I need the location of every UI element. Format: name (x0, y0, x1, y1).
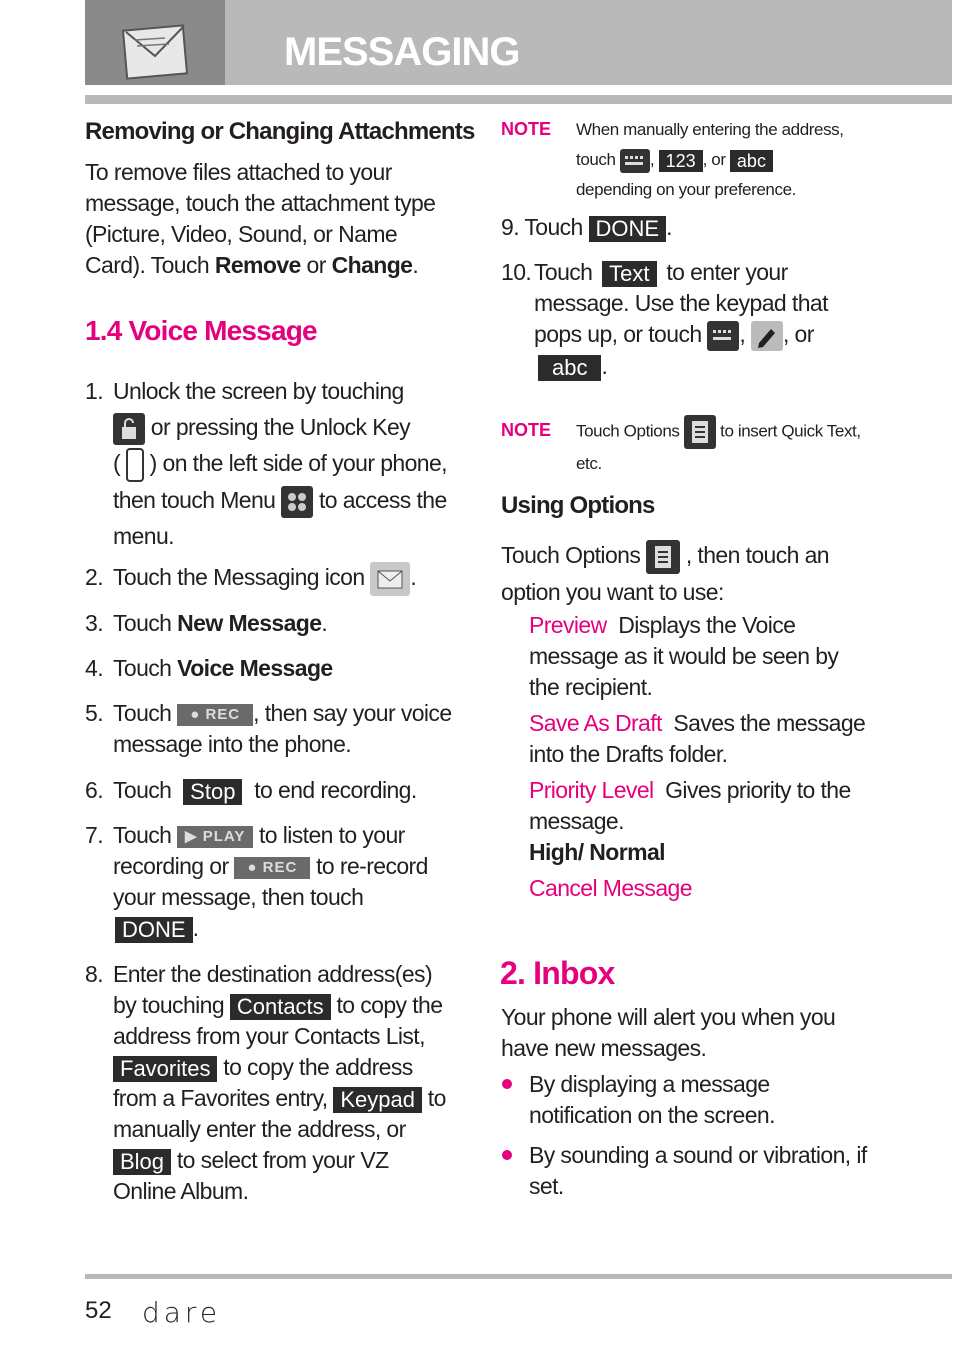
options-icon[interactable] (646, 540, 680, 574)
page-number: 52 (85, 1297, 112, 1324)
note-1: When manually entering the address, touch , 123 , or abc depending on your preference. (576, 120, 844, 199)
keyboard-icon[interactable] (707, 321, 739, 351)
messaging-icon (370, 562, 410, 596)
inbox-heading: 2. Inbox (500, 955, 615, 991)
header-icon-box (85, 0, 225, 85)
abc-button[interactable]: abc (538, 355, 601, 381)
keypad-button[interactable]: Keypad (333, 1087, 422, 1113)
option-priority-level: Priority Level Gives priority to the message. High/ Normal (529, 777, 851, 865)
done-button[interactable]: DONE (589, 216, 667, 242)
bullet-icon (502, 1150, 512, 1160)
option-cancel-message: Cancel Message (529, 875, 692, 901)
inbox-bullet-2: By sounding a sound or vibration, if set. (529, 1142, 867, 1199)
page-title: MESSAGING (284, 30, 520, 74)
keyboard-icon[interactable] (620, 149, 650, 173)
options-heading: Using Options (501, 492, 655, 519)
options-icon[interactable] (684, 415, 716, 449)
step-9: 9. Touch DONE . (501, 214, 672, 241)
footer-divider (85, 1274, 952, 1279)
note-label: NOTE (501, 119, 552, 139)
abc-button[interactable]: abc (730, 150, 773, 172)
bullet-icon (502, 1079, 512, 1089)
option-save-as-draft: Save As Draft Saves the message into the Drafts folder. (529, 710, 866, 767)
step-2: 2. Touch the Messaging icon . (85, 562, 455, 596)
unlock-key-icon (126, 448, 144, 482)
pencil-icon[interactable] (751, 321, 783, 351)
voice-message-heading: 1.4 Voice Message (85, 315, 317, 346)
step-3: 3. Touch New Message. (85, 610, 328, 636)
option-preview: Preview Displays the Voice message as it would be seen by the recipient. (529, 612, 839, 700)
step-6: 6. Touch Stop to end recording. (85, 777, 417, 804)
header-divider (85, 95, 952, 104)
step-7: 7. Touch ▶ PLAY to listen to your recording or ● REC to re-record your message, then touch DONE . (85, 822, 428, 942)
step-10: 10. Touch Text to enter your message. Use the keypad that pops up, or touch , , or abc . (501, 259, 828, 380)
note-label: NOTE (501, 420, 552, 440)
inbox-paragraph: Your phone will alert you when you have new messages. (501, 1004, 836, 1061)
removing-paragraph: To remove files attached to your message, touch the attachment type (Picture, Video, Sound, or Name Card). Touch Remove or Change. (85, 159, 436, 278)
envelope-icon (85, 0, 225, 85)
rec-button[interactable]: ● REC (234, 857, 310, 879)
text-button[interactable]: Text (602, 261, 656, 287)
unlock-icon (113, 413, 145, 445)
contacts-button[interactable]: Contacts (230, 994, 331, 1020)
note-2: Touch Options to insert Quick Text, etc. (576, 415, 866, 479)
favorites-button[interactable]: Favorites (113, 1056, 217, 1082)
blog-button[interactable]: Blog (113, 1149, 171, 1175)
stop-button[interactable]: Stop (183, 779, 242, 805)
done-button[interactable]: DONE (115, 917, 193, 943)
step-8: 8. Enter the destination address(es) by touching Contacts to copy the address from your Contacts List, Favorites to copy the address from a Favorites entry, Keypad to manually enter the address, or Blog to select from your VZ Online Album. (85, 961, 446, 1204)
removing-heading: Removing or Changing Attachments (85, 118, 475, 145)
rec-button[interactable]: ● REC (177, 704, 253, 726)
options-intro: Touch Options , then touch an option you want to use: (501, 537, 861, 610)
menu-icon (281, 486, 313, 518)
step-1: 1. Unlock the screen by touching or pressing the Unlock Key ( ) on the left side of your phone, then touch Menu to access the menu. (85, 378, 447, 549)
numeric-123-button[interactable]: 123 (659, 150, 703, 172)
step-4: 4. Touch Voice Message (85, 655, 333, 681)
inbox-bullet-1: By displaying a message notification on the screen. (529, 1071, 775, 1128)
play-button[interactable]: ▶ PLAY (177, 826, 253, 848)
brand-logo: dare (142, 1296, 222, 1329)
step-5: 5. Touch ● REC , then say your voice message into the phone. (85, 700, 452, 757)
